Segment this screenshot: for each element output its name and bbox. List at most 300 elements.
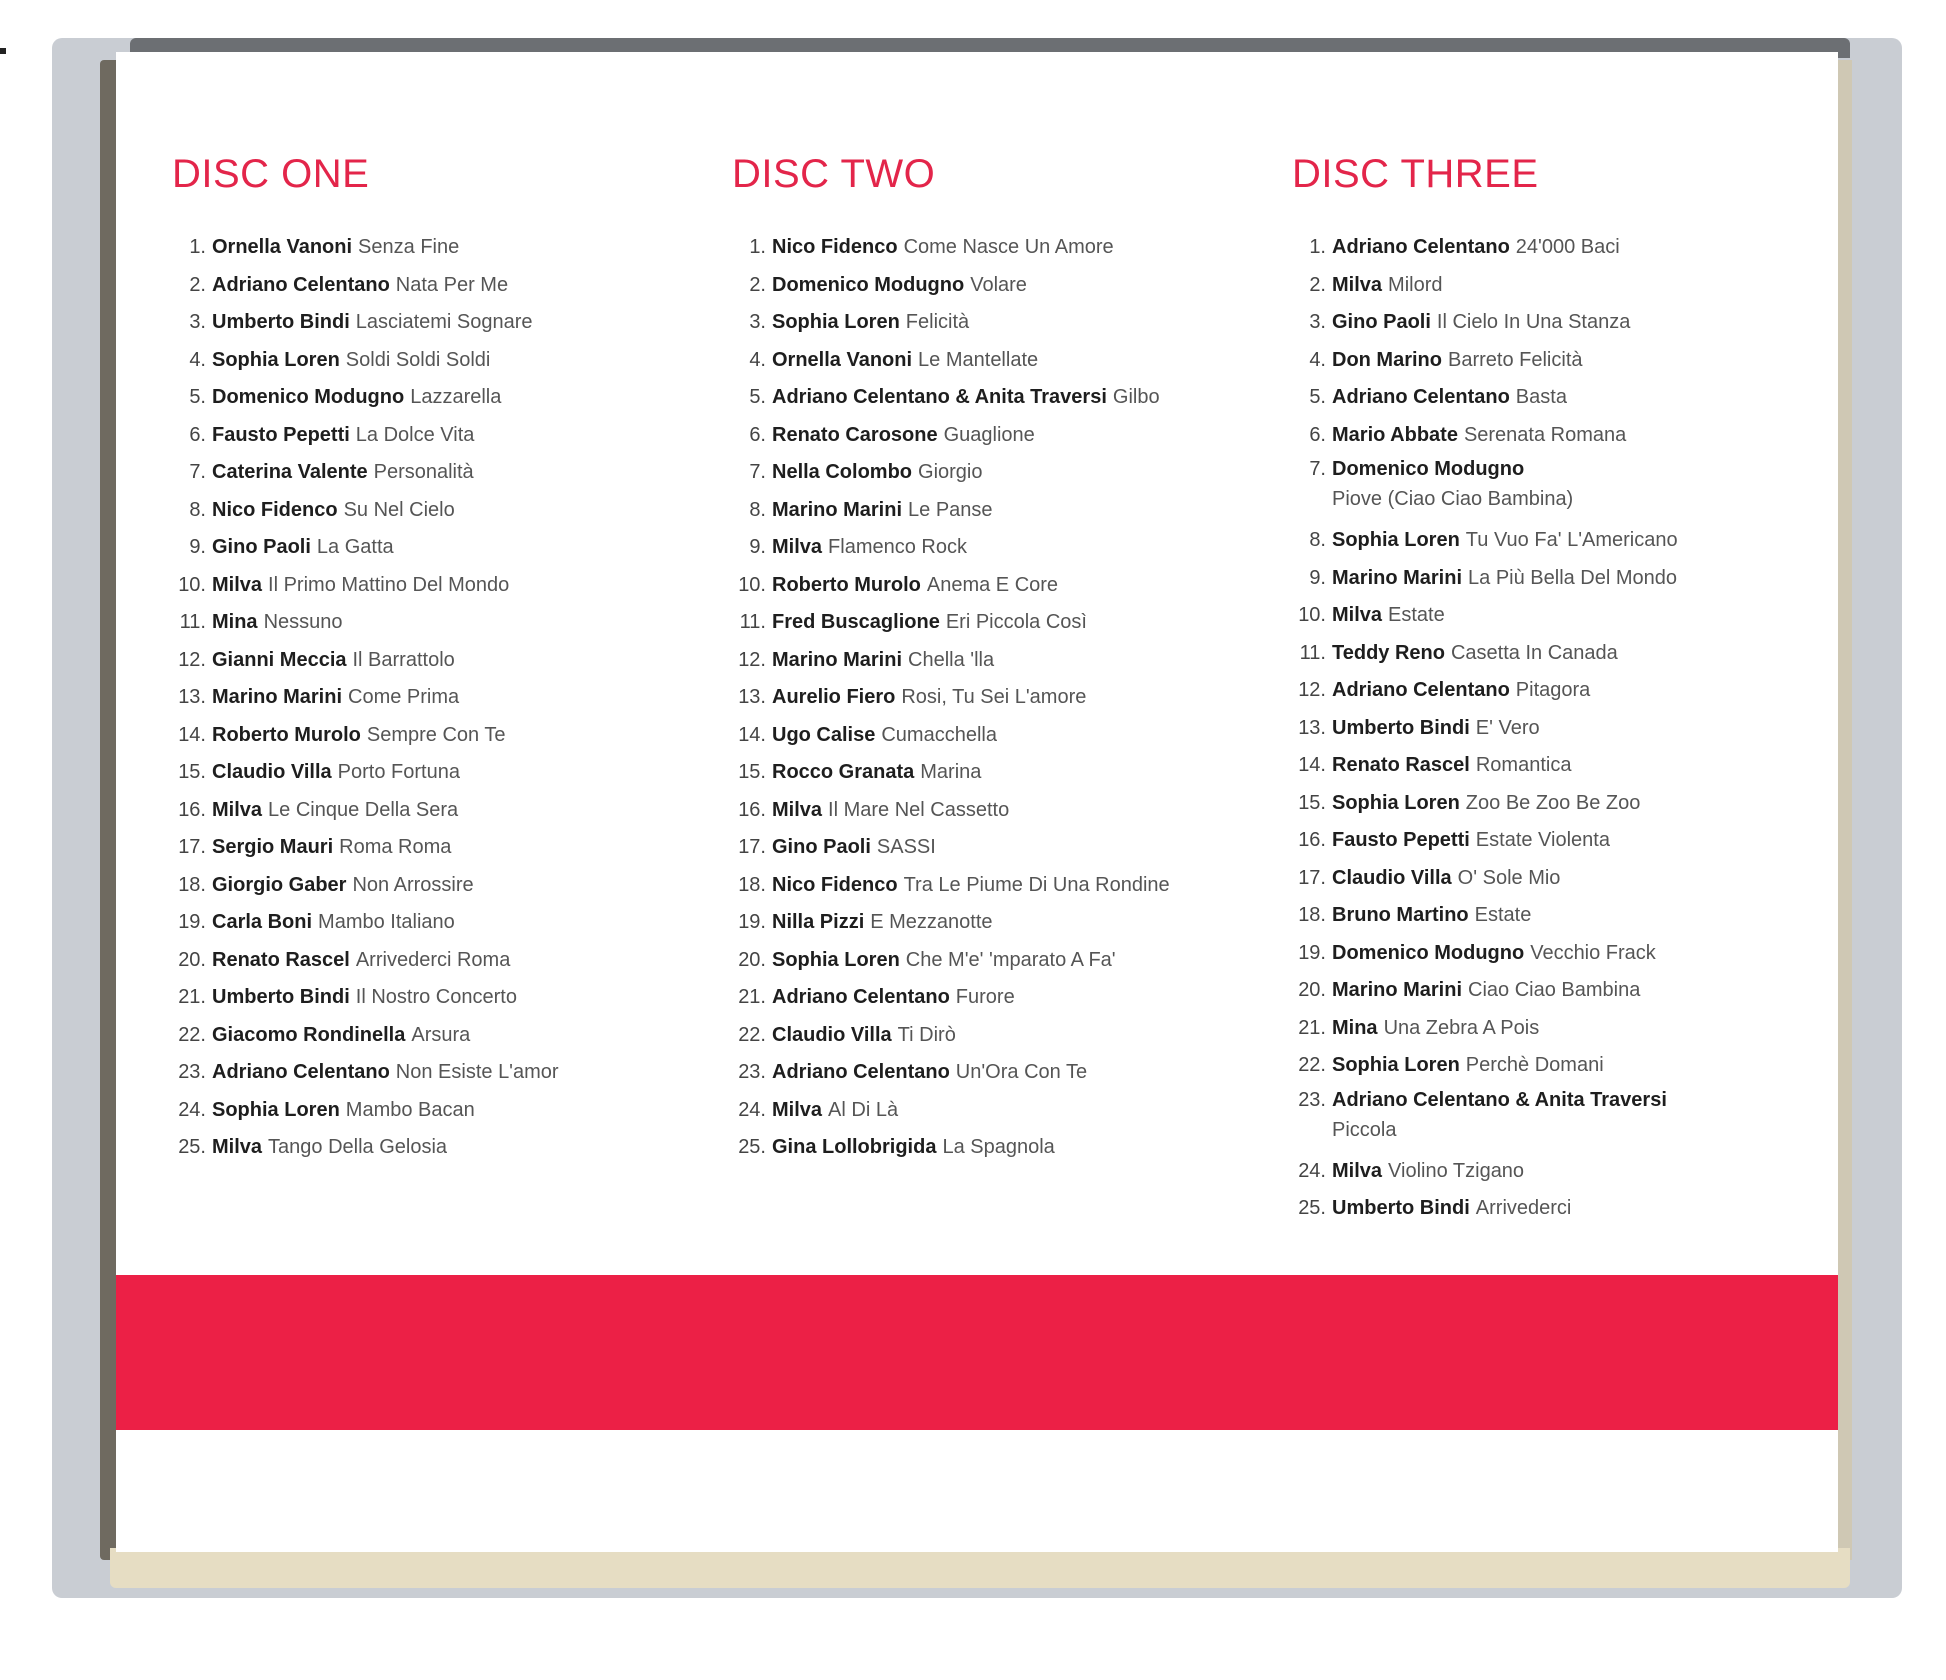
track-number: 6. bbox=[749, 423, 766, 446]
track-artist: Roberto Murolo bbox=[772, 573, 921, 596]
track-row bbox=[732, 792, 1252, 830]
track-row bbox=[732, 229, 1252, 267]
track-row bbox=[172, 979, 692, 1017]
track-number: 3. bbox=[749, 311, 766, 333]
track-artist: Renato Carosone bbox=[772, 423, 938, 446]
track-title: Perchè Domani bbox=[1465, 1054, 1604, 1076]
track-row bbox=[172, 267, 692, 305]
track-title: Una Zebra A Pois bbox=[1383, 1016, 1540, 1039]
track-number: 1. bbox=[749, 236, 766, 258]
track-number: 1. bbox=[189, 236, 206, 258]
track-number: 15. bbox=[1298, 791, 1326, 814]
track-row bbox=[1292, 454, 1792, 514]
track-number: 15. bbox=[178, 761, 206, 783]
track-title: La Più Bella Del Mondo bbox=[1468, 566, 1678, 589]
track-artist: Sophia Loren bbox=[772, 311, 900, 333]
track-row bbox=[732, 867, 1252, 905]
track-artist: Ugo Calise bbox=[772, 723, 876, 746]
track-artist: Teddy Reno bbox=[1332, 641, 1445, 664]
track-artist: Mina bbox=[1332, 1016, 1378, 1039]
track-title: Il Mare Nel Cassetto bbox=[828, 798, 1010, 821]
track-artist: Gino Paoli bbox=[1332, 311, 1431, 333]
track-row bbox=[732, 979, 1252, 1017]
track-artist: Claudio Villa bbox=[772, 1023, 892, 1046]
track-title: Pitagora bbox=[1515, 679, 1591, 701]
track-artist: Umberto Bindi bbox=[1332, 1197, 1470, 1219]
track-number: 16. bbox=[178, 798, 206, 821]
track-row bbox=[172, 867, 692, 905]
track-number: 10. bbox=[738, 573, 766, 596]
track-artist: Gino Paoli bbox=[772, 836, 871, 858]
track-row bbox=[732, 529, 1252, 567]
track-row bbox=[172, 1054, 692, 1092]
track-artist: Sophia Loren bbox=[1332, 791, 1460, 814]
track-title: Barreto Felicità bbox=[1448, 348, 1583, 371]
track-artist: Sophia Loren bbox=[1332, 1054, 1460, 1076]
track-artist: Nico Fidenco bbox=[212, 498, 338, 521]
track-title: Rosi, Tu Sei L'amore bbox=[901, 686, 1087, 708]
track-title: Arrivederci bbox=[1475, 1197, 1572, 1219]
track-artist: Nico Fidenco bbox=[772, 873, 898, 896]
track-title: Lasciatemi Sognare bbox=[355, 311, 533, 333]
track-title: E' Vero bbox=[1475, 716, 1540, 739]
track-title: Estate bbox=[1474, 904, 1532, 926]
track-number: 22. bbox=[178, 1023, 206, 1046]
track-artist: Domenico Modugno bbox=[1332, 941, 1525, 964]
track-number: 13. bbox=[178, 686, 206, 708]
track-artist: Marino Marini bbox=[212, 686, 343, 708]
track-number: 6. bbox=[189, 423, 206, 446]
track-number: 19. bbox=[178, 911, 206, 933]
track-number: 5. bbox=[189, 386, 206, 408]
track-title: Nessuno bbox=[263, 611, 343, 633]
track-number: 13. bbox=[738, 686, 766, 708]
track-number: 25. bbox=[1298, 1197, 1326, 1219]
track-title: La Dolce Vita bbox=[355, 423, 475, 446]
track-number: 5. bbox=[749, 386, 766, 408]
track-artist: Marino Marini bbox=[1332, 566, 1463, 589]
track-number: 9. bbox=[749, 536, 766, 558]
track-artist: Ornella Vanoni bbox=[772, 348, 913, 371]
track-row bbox=[732, 1092, 1252, 1130]
track-title: Furore bbox=[955, 986, 1015, 1008]
track-row bbox=[1292, 1085, 1792, 1145]
track-artist: Fred Buscaglione bbox=[772, 611, 940, 633]
track-artist: Rocco Granata bbox=[772, 761, 915, 783]
track-artist: Domenico Modugno bbox=[212, 386, 405, 408]
track-artist: Marino Marini bbox=[772, 648, 903, 671]
track-title: SASSI bbox=[876, 836, 936, 858]
track-row bbox=[1292, 897, 1792, 935]
track-row bbox=[172, 567, 692, 605]
track-row bbox=[732, 1129, 1252, 1167]
track-artist: Adriano Celentano bbox=[1332, 679, 1510, 701]
track-row bbox=[732, 717, 1252, 755]
track-row bbox=[172, 754, 692, 792]
disc-two-tracklist bbox=[732, 229, 1252, 1167]
track-artist: Adriano Celentano bbox=[1332, 386, 1510, 408]
track-row bbox=[172, 1017, 692, 1055]
track-artist: Aurelio Fiero bbox=[772, 686, 896, 708]
track-row bbox=[1292, 822, 1792, 860]
track-number: 13. bbox=[1298, 716, 1326, 739]
disc-two-title: DISC TWO bbox=[732, 152, 936, 196]
track-artist: Sophia Loren bbox=[212, 348, 340, 371]
track-title: Che M'e' 'mparato A Fa' bbox=[905, 948, 1116, 971]
track-row bbox=[172, 454, 692, 492]
track-number: 20. bbox=[178, 948, 206, 971]
track-title: Eri Piccola Così bbox=[945, 611, 1087, 633]
track-row bbox=[172, 1092, 692, 1130]
track-row bbox=[172, 1129, 692, 1167]
track-number: 21. bbox=[738, 986, 766, 1008]
track-title: Nata Per Me bbox=[395, 273, 509, 296]
track-artist: Roberto Murolo bbox=[212, 723, 361, 746]
track-title: O' Sole Mio bbox=[1457, 866, 1561, 889]
track-row bbox=[1292, 972, 1792, 1010]
track-artist: Don Marino bbox=[1332, 348, 1442, 371]
track-number: 10. bbox=[178, 573, 206, 596]
track-title: Non Arrossire bbox=[352, 873, 474, 896]
track-row bbox=[1292, 1047, 1792, 1085]
track-artist: Gina Lollobrigida bbox=[772, 1136, 937, 1158]
track-number: 2. bbox=[749, 273, 766, 296]
track-artist: Domenico Modugno bbox=[1332, 458, 1525, 480]
track-row bbox=[1292, 597, 1792, 635]
track-number: 20. bbox=[1298, 979, 1326, 1001]
track-title: Il Barrattolo bbox=[352, 648, 455, 671]
track-number: 6. bbox=[1309, 423, 1326, 446]
track-row bbox=[1292, 860, 1792, 898]
disc-three-title: DISC THREE bbox=[1292, 152, 1539, 196]
track-artist: Carla Boni bbox=[212, 911, 313, 933]
track-artist: Adriano Celentano bbox=[772, 1061, 950, 1083]
track-title: Volare bbox=[970, 273, 1027, 296]
track-artist: Umberto Bindi bbox=[212, 311, 350, 333]
track-row bbox=[1292, 417, 1792, 455]
track-number: 1. bbox=[1309, 236, 1326, 258]
track-row bbox=[1292, 522, 1792, 560]
track-title: Arrivederci Roma bbox=[355, 948, 511, 971]
track-number: 18. bbox=[1298, 904, 1326, 926]
track-artist: Adriano Celentano & Anita Traversi bbox=[772, 386, 1107, 408]
track-row bbox=[172, 604, 692, 642]
track-title: Un'Ora Con Te bbox=[955, 1061, 1088, 1083]
track-artist: Mario Abbate bbox=[1332, 423, 1458, 446]
track-row bbox=[172, 829, 692, 867]
track-title: Milord bbox=[1388, 273, 1443, 296]
track-row bbox=[732, 1017, 1252, 1055]
track-number: 14. bbox=[178, 723, 206, 746]
track-number: 4. bbox=[189, 348, 206, 371]
track-number: 15. bbox=[738, 761, 766, 783]
track-title: Porto Fortuna bbox=[337, 761, 460, 783]
track-number: 11. bbox=[179, 611, 206, 633]
cd-case-bottom-edge bbox=[110, 1548, 1850, 1588]
track-title: Personalità bbox=[373, 461, 474, 483]
track-artist: Nella Colombo bbox=[772, 461, 913, 483]
track-title: Il Nostro Concerto bbox=[355, 986, 517, 1008]
track-artist: Fausto Pepetti bbox=[1332, 829, 1470, 851]
track-row bbox=[1292, 342, 1792, 380]
track-artist: Milva bbox=[1332, 604, 1383, 626]
track-number: 7. bbox=[749, 461, 766, 483]
track-number: 8. bbox=[1309, 529, 1326, 551]
track-title: Come Nasce Un Amore bbox=[903, 236, 1114, 258]
track-artist: Ornella Vanoni bbox=[212, 236, 353, 258]
track-row bbox=[732, 904, 1252, 942]
track-artist: Claudio Villa bbox=[212, 761, 332, 783]
track-number: 19. bbox=[1298, 941, 1326, 964]
track-number: 21. bbox=[1298, 1016, 1326, 1039]
track-number: 24. bbox=[1298, 1159, 1326, 1182]
track-row bbox=[1292, 304, 1792, 342]
track-row bbox=[1292, 672, 1792, 710]
corner-mark bbox=[0, 48, 6, 54]
track-artist: Milva bbox=[772, 798, 823, 821]
track-title: La Spagnola bbox=[942, 1136, 1055, 1158]
track-title: Zoo Be Zoo Be Zoo bbox=[1465, 791, 1641, 814]
track-row bbox=[732, 492, 1252, 530]
track-number: 24. bbox=[738, 1098, 766, 1121]
track-title: 24'000 Baci bbox=[1515, 236, 1620, 258]
track-row bbox=[1292, 560, 1792, 598]
track-title: Non Esiste L'amor bbox=[395, 1061, 559, 1083]
track-artist: Adriano Celentano bbox=[1332, 236, 1510, 258]
track-artist: Milva bbox=[772, 536, 823, 558]
track-title: Violino Tzigano bbox=[1388, 1159, 1525, 1182]
track-number: 5. bbox=[1309, 386, 1326, 408]
track-title: E Mezzanotte bbox=[870, 911, 993, 933]
track-title: Anema E Core bbox=[926, 573, 1059, 596]
track-row bbox=[732, 567, 1252, 605]
track-title: Tango Della Gelosia bbox=[268, 1136, 448, 1158]
track-title: Le Cinque Della Sera bbox=[268, 798, 459, 821]
track-number: 22. bbox=[738, 1023, 766, 1046]
track-row bbox=[172, 417, 692, 455]
track-row bbox=[1292, 379, 1792, 417]
track-row bbox=[172, 942, 692, 980]
track-artist: Umberto Bindi bbox=[212, 986, 350, 1008]
track-artist: Gianni Meccia bbox=[212, 648, 347, 671]
track-artist: Marino Marini bbox=[772, 498, 903, 521]
track-number: 12. bbox=[1298, 679, 1326, 701]
track-row bbox=[1292, 747, 1792, 785]
track-title: Il Primo Mattino Del Mondo bbox=[268, 573, 510, 596]
track-title: Su Nel Cielo bbox=[343, 498, 455, 521]
track-artist: Mina bbox=[212, 611, 258, 633]
disc-one-title: DISC ONE bbox=[172, 152, 370, 196]
track-artist: Renato Rascel bbox=[1332, 754, 1470, 776]
track-number: 24. bbox=[178, 1098, 206, 1121]
track-title: Estate bbox=[1388, 604, 1445, 626]
track-row bbox=[172, 717, 692, 755]
track-artist: Milva bbox=[212, 798, 263, 821]
track-number: 21. bbox=[178, 986, 206, 1008]
track-artist: Sophia Loren bbox=[1332, 529, 1460, 551]
track-artist: Bruno Martino bbox=[1332, 904, 1469, 926]
track-row bbox=[1292, 935, 1792, 973]
track-title: Il Cielo In Una Stanza bbox=[1436, 311, 1631, 333]
track-title: Gilbo bbox=[1112, 386, 1160, 408]
track-number: 2. bbox=[189, 273, 206, 296]
track-title: Estate Violenta bbox=[1475, 829, 1610, 851]
track-row bbox=[732, 454, 1252, 492]
track-title: Romantica bbox=[1475, 754, 1572, 776]
track-artist: Adriano Celentano bbox=[212, 273, 390, 296]
track-row bbox=[172, 492, 692, 530]
track-artist: Milva bbox=[212, 1136, 263, 1158]
track-title: Roma Roma bbox=[339, 836, 452, 858]
track-artist: Renato Rascel bbox=[212, 948, 350, 971]
track-number: 18. bbox=[178, 873, 206, 896]
track-number: 23. bbox=[178, 1061, 206, 1083]
track-number: 12. bbox=[738, 648, 766, 671]
track-title: Piccola bbox=[1332, 1118, 1397, 1141]
track-artist: Giorgio Gaber bbox=[212, 873, 347, 896]
track-artist: Nico Fidenco bbox=[772, 236, 898, 258]
track-title: Marina bbox=[920, 761, 982, 783]
track-title: Piove (Ciao Ciao Bambina) bbox=[1332, 488, 1574, 510]
track-title: Felicità bbox=[905, 311, 970, 333]
track-number: 25. bbox=[178, 1136, 206, 1158]
track-row bbox=[1292, 635, 1792, 673]
track-number: 25. bbox=[738, 1136, 766, 1158]
track-title: Casetta In Canada bbox=[1450, 641, 1618, 664]
track-number: 11. bbox=[739, 611, 766, 633]
track-artist: Fausto Pepetti bbox=[212, 423, 350, 446]
track-row bbox=[1292, 267, 1792, 305]
track-row bbox=[732, 417, 1252, 455]
track-title: Le Panse bbox=[908, 498, 993, 521]
disc-two-column bbox=[732, 104, 1252, 1167]
track-artist: Milva bbox=[1332, 273, 1383, 296]
track-number: 10. bbox=[1298, 604, 1326, 626]
track-number: 22. bbox=[1298, 1054, 1326, 1076]
track-artist: Milva bbox=[1332, 1159, 1383, 1182]
track-row bbox=[1292, 1190, 1792, 1228]
track-title: Cumacchella bbox=[881, 723, 997, 746]
track-number: 17. bbox=[178, 836, 206, 858]
track-row bbox=[732, 942, 1252, 980]
track-artist: Adriano Celentano & Anita Traversi bbox=[1332, 1088, 1667, 1111]
track-row bbox=[172, 904, 692, 942]
track-row bbox=[172, 529, 692, 567]
track-number: 14. bbox=[1298, 754, 1326, 776]
track-number: 14. bbox=[738, 723, 766, 746]
track-row bbox=[732, 754, 1252, 792]
track-number: 19. bbox=[738, 911, 766, 933]
track-title: Mambo Italiano bbox=[318, 911, 455, 933]
track-row bbox=[1292, 229, 1792, 267]
track-row bbox=[1292, 710, 1792, 748]
track-artist: Nilla Pizzi bbox=[772, 911, 865, 933]
track-number: 4. bbox=[749, 348, 766, 371]
track-title: Soldi Soldi Soldi bbox=[345, 348, 491, 371]
track-title: Arsura bbox=[411, 1023, 471, 1046]
track-number: 16. bbox=[738, 798, 766, 821]
disc-three-tracklist bbox=[1292, 229, 1792, 1228]
track-title: Ciao Ciao Bambina bbox=[1468, 979, 1641, 1001]
track-artist: Caterina Valente bbox=[212, 461, 368, 483]
track-title: Come Prima bbox=[348, 686, 460, 708]
track-artist: Milva bbox=[212, 573, 263, 596]
track-row bbox=[172, 342, 692, 380]
track-artist: Adriano Celentano bbox=[212, 1061, 390, 1083]
track-title: Sempre Con Te bbox=[366, 723, 506, 746]
track-row bbox=[732, 267, 1252, 305]
track-row bbox=[1292, 1153, 1792, 1191]
track-artist: Marino Marini bbox=[1332, 979, 1463, 1001]
track-row bbox=[732, 642, 1252, 680]
disc-one-tracklist bbox=[172, 229, 692, 1167]
track-title: Basta bbox=[1515, 386, 1567, 408]
track-row bbox=[1292, 785, 1792, 823]
track-number: 17. bbox=[738, 836, 766, 858]
track-number: 9. bbox=[189, 536, 206, 558]
track-row bbox=[732, 679, 1252, 717]
track-row bbox=[732, 829, 1252, 867]
track-artist: Sophia Loren bbox=[772, 948, 900, 971]
disc-three-column bbox=[1292, 104, 1792, 1228]
track-row bbox=[732, 342, 1252, 380]
track-title: Senza Fine bbox=[358, 236, 460, 258]
disc-one-column bbox=[172, 104, 692, 1167]
track-row bbox=[1292, 1010, 1792, 1048]
track-number: 3. bbox=[189, 311, 206, 333]
track-row bbox=[732, 1054, 1252, 1092]
track-row bbox=[732, 604, 1252, 642]
track-row bbox=[732, 379, 1252, 417]
track-row bbox=[732, 304, 1252, 342]
track-number: 7. bbox=[189, 461, 206, 483]
track-number: 12. bbox=[178, 648, 206, 671]
track-number: 23. bbox=[1298, 1088, 1326, 1111]
track-number: 2. bbox=[1309, 273, 1326, 296]
track-number: 4. bbox=[1309, 348, 1326, 371]
track-number: 8. bbox=[189, 498, 206, 521]
track-number: 8. bbox=[749, 498, 766, 521]
track-title: Mambo Bacan bbox=[345, 1098, 475, 1121]
track-row bbox=[172, 792, 692, 830]
track-artist: Sergio Mauri bbox=[212, 836, 334, 858]
track-artist: Giacomo Rondinella bbox=[212, 1023, 406, 1046]
track-title: La Gatta bbox=[316, 536, 394, 558]
track-number: 17. bbox=[1298, 866, 1326, 889]
track-artist: Gino Paoli bbox=[212, 536, 311, 558]
track-title: Al Di Là bbox=[828, 1098, 899, 1121]
track-title: Tu Vuo Fa' L'Americano bbox=[1465, 529, 1678, 551]
track-title: Giorgio bbox=[918, 461, 983, 483]
track-artist: Adriano Celentano bbox=[772, 986, 950, 1008]
track-number: 16. bbox=[1298, 829, 1326, 851]
red-stripe-band bbox=[116, 1275, 1838, 1430]
track-title: Tra Le Piume Di Una Rondine bbox=[903, 873, 1170, 896]
track-artist: Umberto Bindi bbox=[1332, 716, 1470, 739]
track-artist: Domenico Modugno bbox=[772, 273, 965, 296]
track-number: 9. bbox=[1309, 566, 1326, 589]
track-row bbox=[172, 229, 692, 267]
track-number: 7. bbox=[1309, 458, 1326, 480]
track-number: 3. bbox=[1309, 311, 1326, 333]
track-artist: Milva bbox=[772, 1098, 823, 1121]
track-number: 20. bbox=[738, 948, 766, 971]
track-title: Le Mantellate bbox=[918, 348, 1039, 371]
track-number: 23. bbox=[738, 1061, 766, 1083]
track-title: Vecchio Frack bbox=[1530, 941, 1656, 964]
track-title: Lazzarella bbox=[410, 386, 502, 408]
track-artist: Claudio Villa bbox=[1332, 866, 1452, 889]
